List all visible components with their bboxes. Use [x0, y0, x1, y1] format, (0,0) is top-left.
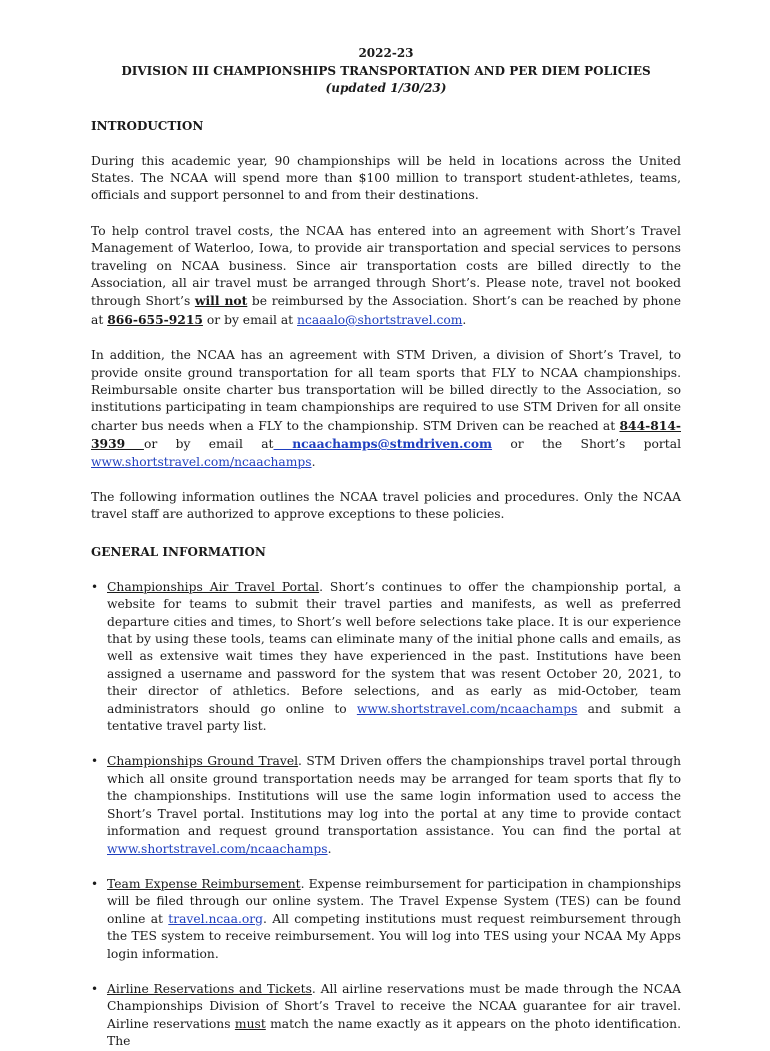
text-run: . STM Driven offers the championships travel portal through which all onsite ground transportation needs may be arranged for team sports that fly to the championships. Institutions will use the same login information used to access the Short’s Travel portal. Institutions may log into the portal at any time to provide contact information and request ground transportation assistance. You can find the portal at	[107, 754, 681, 839]
list-item	[91, 753, 681, 857]
portal-link[interactable]: www.shortstravel.com/ncaachamps	[356, 701, 578, 716]
text-run: . All airline reservations must be made through the NCAA Championships Division of Short’s Travel to receive the NCAA guarantee for air travel. Airline reservations	[107, 981, 681, 1031]
text-run: In addition, the NCAA has an agreement with STM Driven, a division of Short’s Travel, to provide onsite ground transportation for all team sports that FLY to NCAA championships. Reimbursable onsite charter bus transportation will be billed directly to the Association, so institutions participating in team championships are required to use STM Driven for all onsite charter bus needs when a FLY to the championship. STM Driven can be reached at	[91, 348, 681, 433]
bullet-icon: •	[91, 754, 99, 769]
document-page	[91, 45, 681, 1051]
text-run: or the Short’s portal	[492, 437, 682, 452]
list-item-text	[107, 876, 681, 963]
general-info-list	[91, 579, 681, 1051]
stm-email-link[interactable]: ncaachamps@stmdriven.com	[273, 436, 493, 452]
general-heading: GENERAL INFORMATION	[91, 544, 266, 559]
text-run: and submit a tentative travel party list.	[107, 701, 681, 734]
intro-paragraph-4: The following information outlines the NCAA travel policies and procedures. Only the NCAA travel staff are authorized to approve exceptions to these policies.	[91, 490, 681, 522]
portal-link[interactable]: www.shortstravel.com/ncaachamps	[107, 841, 328, 856]
must-emphasis: must	[234, 1016, 266, 1031]
text-run: To help control travel costs, the NCAA has entered into an agreement with Short’s Travel Management of Waterloo, Iowa, to provide air transportation and special services to persons traveling on NCAA business. Since air transportation costs are billed directly to the Association, all air travel must be arranged through Short’s. Please note, travel not booked through Short’s	[91, 223, 681, 309]
text-run: . Expense reimbursement for participation in championships will be filed through our online system. The Travel Expense System (TES) can be found online at	[107, 876, 682, 926]
list-item	[91, 981, 681, 1051]
text-run: . Short’s continues to offer the championship portal, a website for teams to submit their travel parties and manifests, as well as preferred departure cities and times, to Short’s well before selections take place. It is our experience that by using these tools, teams can eliminate many of the initial phone calls and emails, as well as extensive wait times they have experienced in the past. Institutions have been assigned a username and password for the system that was resent October 20, 2021, to their director of athletics. Before selections, and as early as mid-October, team administrators should go online to	[107, 579, 681, 716]
text-run: .	[311, 454, 316, 469]
list-item-text	[107, 579, 681, 736]
text-run: match the name exactly as it appears on the photo identification. The	[107, 1016, 682, 1049]
item-title: Team Expense Reimbursement	[107, 876, 301, 891]
stm-phone: 844-814-3939	[91, 417, 681, 452]
list-item	[91, 579, 681, 736]
text-run: .	[327, 841, 332, 856]
list-item-text	[107, 981, 681, 1051]
intro-heading: INTRODUCTION	[91, 118, 204, 133]
text-run: or by email at	[143, 437, 274, 452]
will-not-emphasis: will not	[194, 293, 248, 309]
bullet-icon: •	[91, 876, 99, 891]
text-run: be reimbursed by the Association. Short’s can be reached by phone at	[91, 294, 681, 327]
intro-paragraph-1: During this academic year, 90 championships will be held in locations across the United States. The NCAA will spend more than $100 million to transport student-athletes, teams, officials and support personnel to and from their destinations.	[91, 153, 681, 203]
list-item-text	[107, 753, 681, 857]
list-item	[91, 876, 681, 963]
text-run: or by email at	[202, 312, 298, 327]
item-title: Championships Air Travel Portal	[107, 579, 320, 594]
text-run: . All competing institutions must request reimbursement through the TES system to receive reimbursement. You will log into TES using your NCAA My Apps login information.	[107, 911, 681, 961]
text-run: .	[462, 312, 467, 327]
doc-year: 2022-23	[358, 46, 414, 60]
intro-paragraph-2	[91, 223, 681, 329]
intro-paragraph-3	[91, 347, 681, 471]
doc-updated: (updated 1/30/23)	[325, 81, 447, 95]
item-title: Airline Reservations and Tickets	[107, 981, 312, 996]
bullet-icon: •	[91, 981, 99, 996]
shorts-phone: 866-655-9215	[107, 311, 203, 327]
shorts-email-link[interactable]: ncaaalo@shortstravel.com	[297, 312, 463, 327]
doc-title: DIVISION III CHAMPIONSHIPS TRANSPORTATION AND PER DIEM POLICIES	[121, 63, 651, 78]
item-title: Championships Ground Travel	[107, 754, 299, 769]
bullet-icon: •	[91, 579, 99, 594]
shorts-portal-link[interactable]: www.shortstravel.com/ncaachamps	[91, 454, 312, 469]
tes-link[interactable]: travel.ncaa.org	[168, 911, 264, 926]
